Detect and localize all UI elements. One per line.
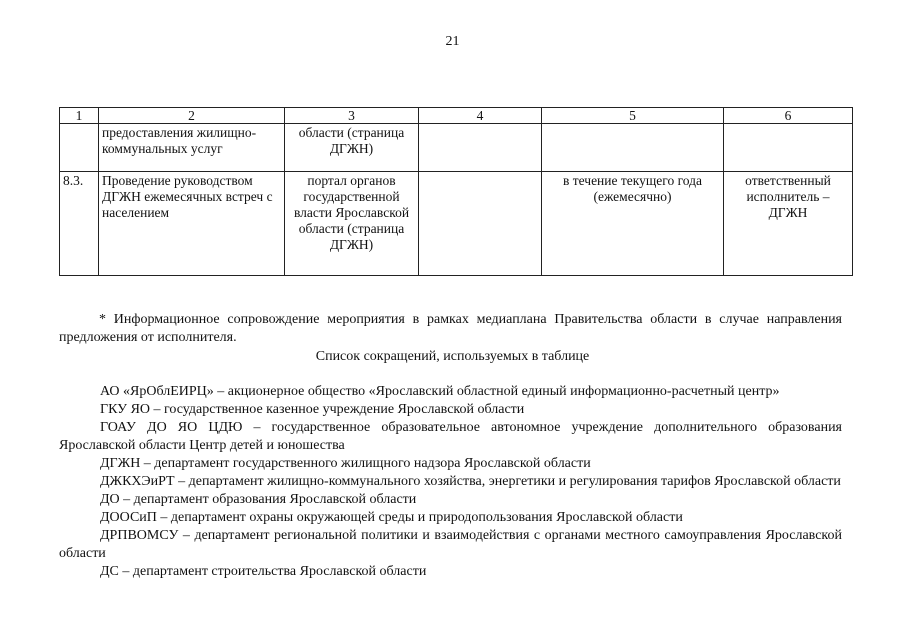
abbreviation-item: ДГЖН – департамент государственного жилищного надзора Ярославской области (100, 456, 591, 471)
measure-cell: Проведение руководством ДГЖН ежемесячных встреч с населением (99, 172, 285, 276)
column-header: 6 (724, 108, 853, 124)
page-number: 21 (445, 34, 460, 49)
row-number-cell: 8.3. (60, 172, 99, 276)
abbreviations-list (59, 383, 842, 581)
abbreviation-item: ГОАУ ДО ЯО ЦДЮ – государственное образовательное автономное учреждение дополнительного образования Ярославской области Центр детей и юношества (59, 420, 842, 453)
column-header: 2 (99, 108, 285, 124)
column-4-cell (419, 124, 542, 172)
abbreviation-item: ДООСиП – департамент охраны окружающей среды и природопользования Ярославской области (100, 510, 683, 525)
column-header: 4 (419, 108, 542, 124)
footnote: * Информационное сопровождение мероприятия в рамках медиаплана Правительства области в случае направления предложения от исполнителя. (59, 312, 842, 345)
measures-table (59, 107, 853, 276)
column-4-cell (419, 172, 542, 276)
channel-cell: области (страница ДГЖН) (285, 124, 419, 172)
column-header: 3 (285, 108, 419, 124)
abbreviation-item: ДЖКХЭиРТ – департамент жилищно-коммунального хозяйства, энергетики и регулирования тарифов Ярославской области (100, 474, 841, 489)
table-header-row (60, 108, 853, 124)
term-cell: в течение текущего года (ежемесячно) (542, 172, 724, 276)
abbreviation-item: ДО – департамент образования Ярославской области (100, 492, 417, 507)
abbreviation-item: АО «ЯрОблЕИРЦ» – акционерное общество «Ярославский областной единый информационно-расчетный центр» (100, 384, 780, 399)
channel-cell: портал органов государственной власти Ярославской области (страница ДГЖН) (285, 172, 419, 276)
abbreviation-item: ДС – департамент строительства Ярославской области (100, 564, 427, 579)
abbreviation-item: ДРПВОМСУ – департамент региональной политики и взаимодействия с органами местного самоуправления Ярославской области (59, 528, 842, 561)
column-header: 5 (542, 108, 724, 124)
abbreviation-item: ГКУ ЯО – государственное казенное учреждение Ярославской области (100, 402, 525, 417)
measure-cell: предоставления жилищно-коммунальных услуг (99, 124, 285, 172)
executor-cell (724, 124, 853, 172)
executor-cell: ответственный исполнитель – ДГЖН (724, 172, 853, 276)
table-row (60, 172, 853, 276)
column-header: 1 (60, 108, 99, 124)
row-number-cell (60, 124, 99, 172)
table-row (60, 124, 853, 172)
abbreviations-title: Список сокращений, используемых в таблице (315, 349, 590, 364)
term-cell (542, 124, 724, 172)
